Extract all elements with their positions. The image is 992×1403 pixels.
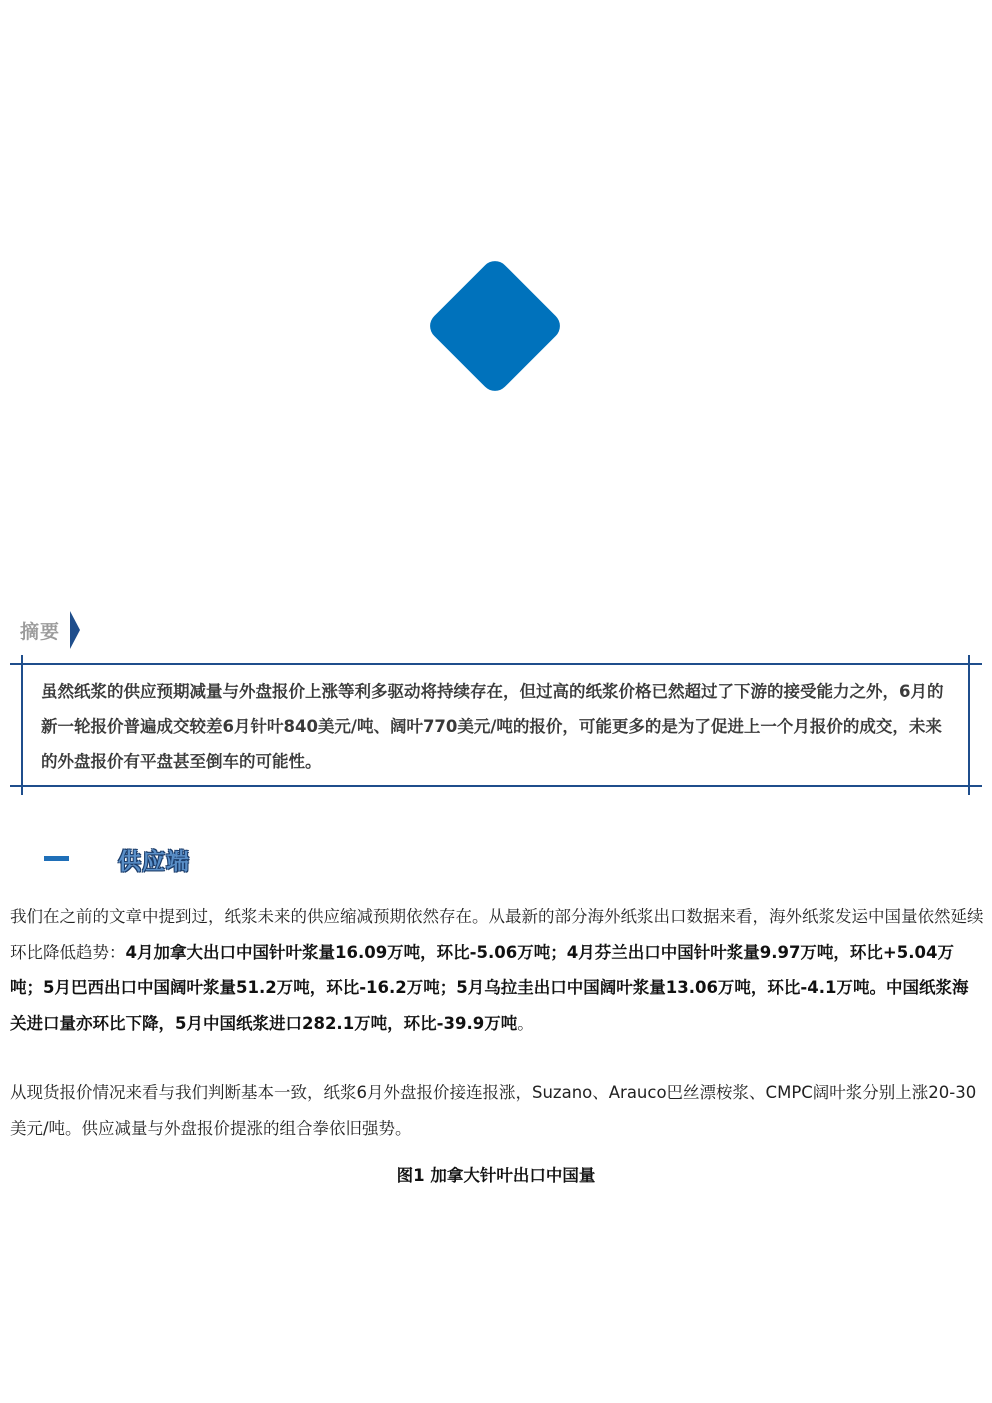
paragraph-supply: [10, 899, 984, 1041]
figure-title: 图1 加拿大针叶出口中国量: [396, 1166, 596, 1185]
section-title: 供应端: [118, 849, 190, 875]
summary-label: 摘要: [20, 620, 61, 643]
summary-tag: [20, 612, 80, 648]
summary-text: 虽然纸浆的供应预期减量与外盘报价上涨等利多驱动将持续存在，但过高的纸浆价格已然超过了下游的接受能力之外，6月的新一轮报价普遍成交较差6月针叶840美元/吨、阔叶770美元/吨的报价，可能更多的是为了促进上一个月报价的成交，未来的外盘报价有平盘甚至倒车的可能性。: [41, 682, 944, 771]
logo-diamond-icon: [424, 255, 565, 396]
paragraph-supply-bold: 4月加拿大出口中国针叶浆量16.09万吨，环比-5.06万吨；4月芬兰出口中国针叶浆量9.97万吨，环比+5.04万吨；5月巴西出口中国阔叶浆量51.2万吨，环比-16.2万吨；5月乌拉圭出口中国阔叶浆量13.06万吨，环比-4.1万吨。中国纸浆海关进口量亦环比下降，5月中国纸浆进口282.1万吨，环比-39.9万吨: [10, 942, 969, 1033]
chevron-right-icon: [70, 611, 80, 649]
summary-box-bottom-border: [10, 785, 982, 787]
summary-box-right-border: [968, 655, 970, 795]
paragraph-supply-lead: 我们在之前的文章中提到过，纸浆未来的供应缩减预期依然存在。从最新的部分海外纸浆出口数据来看，海外纸浆发运中国量依然延续环比降低趋势：: [10, 907, 984, 962]
section-number-dash: [44, 856, 69, 861]
summary-box-top-border: [10, 663, 982, 665]
summary-box-left-border: [21, 655, 23, 795]
paragraph-spot-price: 从现货报价情况来看与我们判断基本一致，纸浆6月外盘报价接连报涨，Suzano、Arauco巴丝漂桉浆、CMPC阔叶浆分别上涨20-30美元/吨。供应减量与外盘报价提涨的组合拳依旧强势。: [10, 1083, 977, 1138]
paragraph-supply-tail: 。: [517, 1013, 534, 1033]
